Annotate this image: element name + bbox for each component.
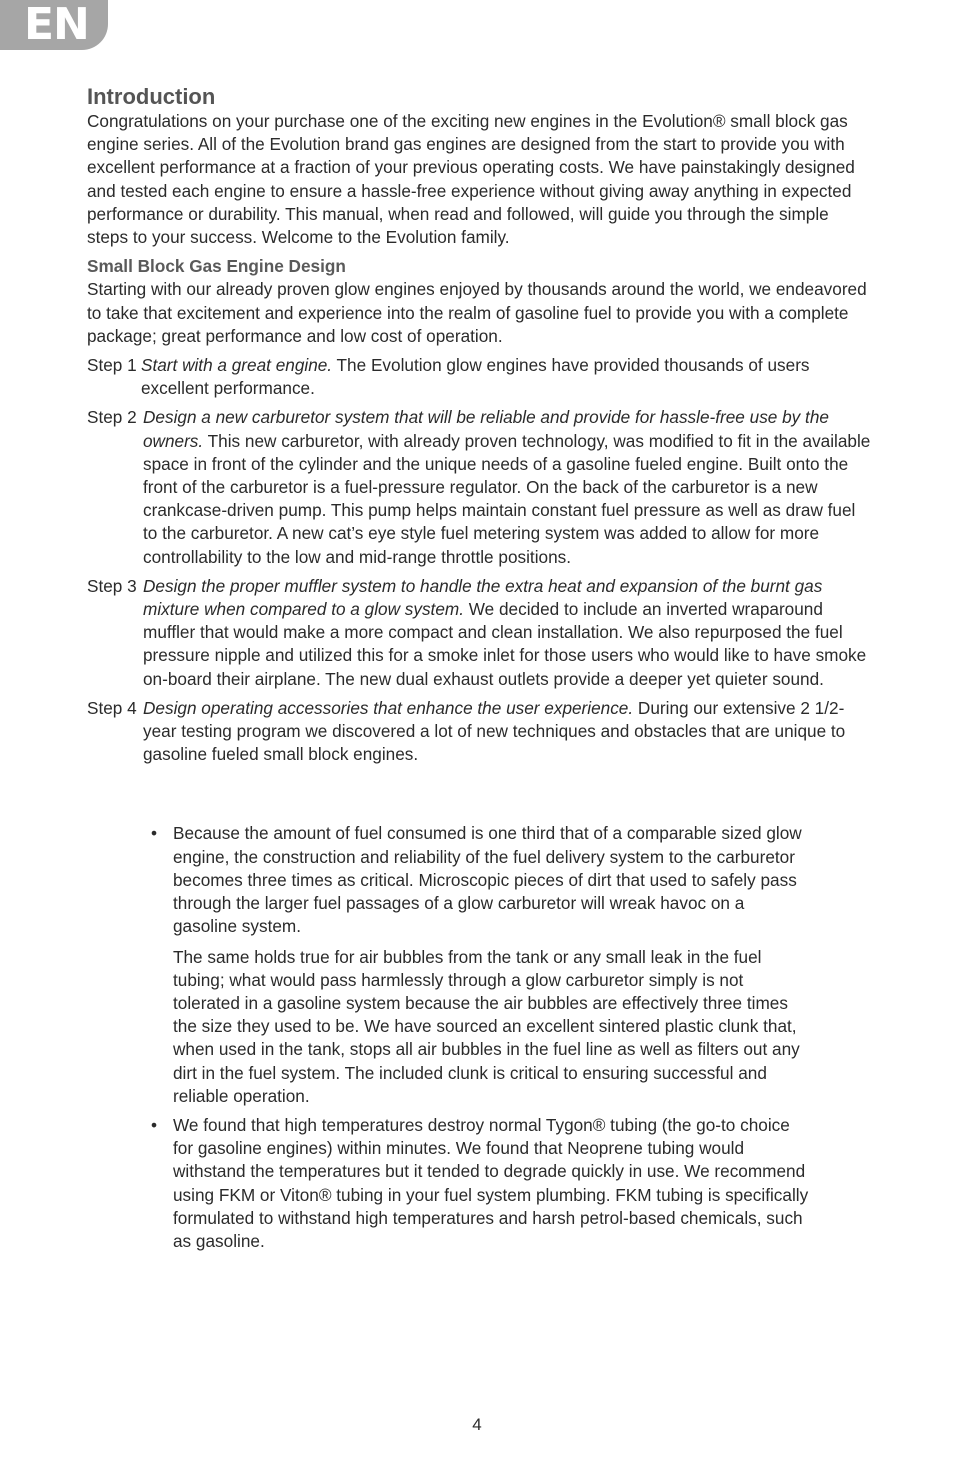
step-lead: Start with a great engine. [141,355,333,376]
step-3 [87,575,872,691]
step-1 [87,354,872,400]
bullet-item [151,822,813,1107]
step-label: Step 3 [87,575,137,596]
step-text: This new carburetor, with already proven technology, was modified to fit in the available space in front of the cylinder and the unique needs of a gasoline fueled engine. Built onto the front of the carburetor is a fuel-pressure regulator. On the back of the carburetor is a new crankcase-driven pump. This pump helps maintain constant fuel pressure as well as draw fuel to the carburetor. A new cat’s eye style fuel metering system was added to allow for more controllability to the low and mid-range throttle positions. [143,430,871,567]
step-lead: Design a new carburetor system that will be reliable and provide for hassle-free use by the owners. [143,407,829,451]
step-lead: Design operating accessories that enhance the user experience. [143,697,634,718]
step-label: Step 1 [87,355,137,376]
step-2 [87,406,872,568]
bullet-paragraph: Because the amount of fuel consumed is one third that of a comparable sized glow engine, the construction and reliability of the fuel delivery system to the carburetor becomes three times as critical. Microscopic pieces of dirt that used to safely pass through the larger fuel passages of a glow carburetor will wreak havoc on a gasoline system. [173,823,802,937]
language-tab: EN [0,0,108,50]
step-body [87,354,872,400]
step-label: Step 2 [87,407,137,428]
step-4 [87,697,872,767]
design-paragraph: Starting with our already proven glow engines enjoyed by thousands around the world, we endeavored to take that excitement and experience into the realm of gasoline fuel to provide you with a complete package; great performance and low cost of operation. [87,279,867,346]
design-heading: Small Block Gas Engine Design [87,256,346,277]
bullet-list [87,822,813,1253]
step-text: During our extensive 2 1/2-year testing program we discovered a lot of new techniques and obstacles that are unique to gasoline fueled small block engines. [143,697,846,765]
step-label: Step 4 [87,697,137,718]
step-body [87,697,872,767]
step-text: We decided to include an inverted wraparound muffler that would make a more compact and clean installation. We also repurposed the fuel pressure nipple and utilized this for a smoke inlet for those users who would like to have smoke on-board their airplane. The new dual exhaust outlets provide a deeper yet quieter sound. [143,599,867,689]
bullet-paragraph: The same holds true for air bubbles from the tank or any small leak in the fuel tubing; what would pass harmlessly through a glow carburetor simply is not tolerated in a gasoline system because the air bubbles are effectively three times the size they used to be. We have sourced an excellent sintered plastic clunk that, when used in the tank, stops all air bubbles in the fuel line as well as filters out any dirt in the fuel system. The included clunk is critical to ensuring successful and reliable operation. [173,946,800,1106]
step-body [87,406,872,568]
step-lead: Design the proper muffler system to handle the extra heat and expansion of the burnt gas mixture when compared to a glow system. [143,575,823,620]
page-number: 4 [472,1415,482,1434]
bullet-paragraph: We found that high temperatures destroy normal Tygon® tubing (the go-to choice for gasoline engines) within minutes. We found that Neoprene tubing would withstand the temperatures but it tended to degrade quickly in use. We recommend using FKM or Viton® tubing in your fuel system plumbing. FKM tubing is specifically formulated to withstand high temperatures and harsh petrol-based chemicals, such as gasoline. [173,1114,809,1251]
bullet-item [151,1114,813,1253]
bullet-marker: • [151,1114,158,1135]
step-text: The Evolution glow engines have provided thousands of users excellent performance. [141,355,810,399]
section-title: Introduction [87,84,216,109]
intro-paragraph: Congratulations on your purchase one of the exciting new engines in the Evolution® small block gas engine series. All of the Evolution brand gas engines are designed from the start to provide you with excellent performance at a fraction of your previous operating costs. We have painstakingly designed and tested each engine to ensure a hassle-free experience without giving away anything in expected performance or durability. This manual, when read and followed, will guide you through the simple steps to your success. Welcome to the Evolution family. [87,111,855,248]
manual-content [87,84,872,1253]
bullet-marker: • [151,823,158,844]
step-body [87,575,872,691]
